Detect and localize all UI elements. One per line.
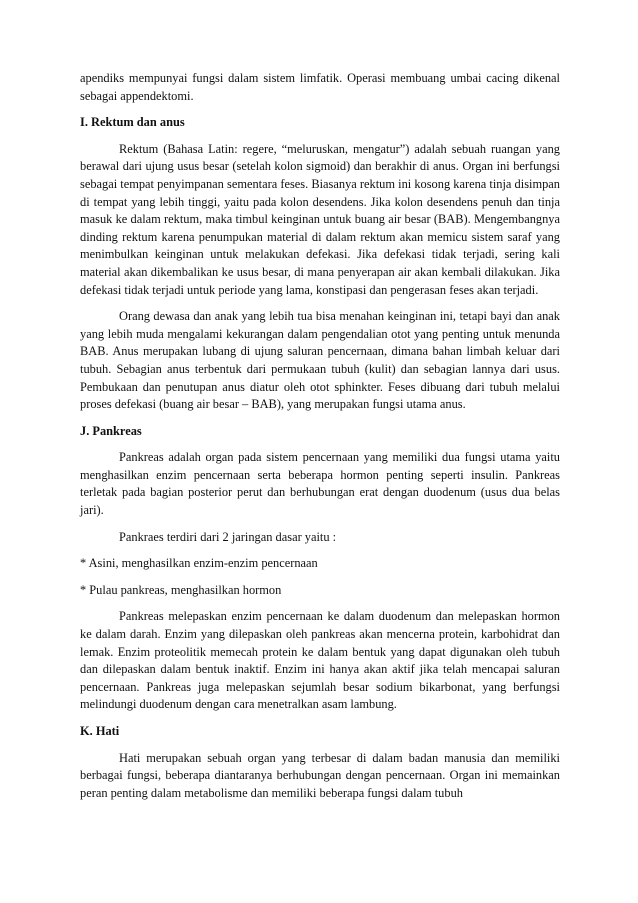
list-item-asini: * Asini, menghasilkan enzim-enzim pencernaan bbox=[80, 556, 318, 571]
rektum-paragraph-2: Orang dewasa dan anak yang lebih tua bisa menahan keinginan ini, tetapi bayi dan anak yang lebih muda mengalami kekurangan dalam pengendalian otot yang penting untuk menunda BAB. Anus merupakan lubang di ujung saluran pencernaan, dimana bahan limbah keluar dari tubuh. Sebagian anus terbentuk dari permukaan tubuh (kulit) dan sebagian lannya dari usus. Pembukaan dan penutupan anus diatur oleh otot sphinkter. Feses dibuang dari tubuh melalui proses defekasi (buang air besar – BAB), yang merupakan fungsi utama anus. bbox=[80, 309, 560, 412]
pankreas-paragraph-3: Pankreas melepaskan enzim pencernaan ke dalam duodenum dan melepaskan hormon ke dalam darah. Enzim yang dilepaskan oleh pankreas akan mencerna protein, karbohidrat dan lemak. Enzim proteolitik memecah protein ke dalam bentuk yang dapat digunakan oleh tubuh dan dilepaskan dalam bentuk inaktif. Enzim ini hanya akan aktif jika telah mencapai saluran pencernaan. Pankreas juga melepaskan sejumlah besar sodium bikarbonat, yang berfungsi melindungi duodenum dengan cara menetralkan asam lambung. bbox=[80, 609, 560, 712]
rektum-paragraph-1: Rektum (Bahasa Latin: regere, “meluruskan, mengatur”) adalah sebuah ruangan yang berawal dari ujung usus besar (setelah kolon sigmoid) dan berakhir di anus. Organ ini berfungsi sebagai tempat penyimpanan sementara feses. Biasanya rektum ini kosong karena tinja disimpan di tempat yang lebih tinggi, yaitu pada kolon desendens. Jika kolon desendens penuh dan tinja masuk ke dalam rektum, maka timbul keinginan untuk buang air besar (BAB). Mengembangnya dinding rektum karena penumpukan material di dalam rektum akan memicu sistem saraf yang menimbulkan keinginan untuk melakukan defekasi. Jika defekasi tidak terjadi, sering kali material akan dikembalikan ke usus besar, di mana penyerapan air akan kembali dilakukan. Jika defekasi tidak terjadi untuk periode yang lama, konstipasi dan pengerasan feses akan terjadi. bbox=[80, 141, 560, 297]
hati-paragraph-1: Hati merupakan sebuah organ yang terbesar di dalam badan manusia dan memiliki berbagai fungsi, beberapa diantaranya berhubungan dengan pencernaan. Organ ini memainkan peran penting dalam metabolisme dan memiliki beberapa fungsi dalam tubuh bbox=[80, 750, 560, 800]
pankreas-paragraph-2: Pankraes terdiri dari 2 jaringan dasar yaitu : bbox=[119, 529, 337, 544]
document-page bbox=[80, 70, 560, 802]
section-heading-pankreas: J. Pankreas bbox=[80, 423, 142, 438]
section-heading-rektum: I. Rektum dan anus bbox=[80, 115, 185, 130]
intro-paragraph: apendiks mempunyai fungsi dalam sistem limfatik. Operasi membuang umbai cacing dikenal sebagai appendektomi. bbox=[80, 71, 560, 103]
list-item-pulau-pankreas: * Pulau pankreas, menghasilkan hormon bbox=[80, 582, 282, 597]
pankreas-paragraph-1: Pankreas adalah organ pada sistem pencernaan yang memiliki dua fungsi utama yaitu menghasilkan enzim pencernaan serta beberapa hormon penting seperti insulin. Pankreas terletak pada bagian posterior perut dan berhubungan erat dengan duodenum (usus dua belas jari). bbox=[80, 450, 560, 518]
section-heading-hati: K. Hati bbox=[80, 724, 120, 738]
